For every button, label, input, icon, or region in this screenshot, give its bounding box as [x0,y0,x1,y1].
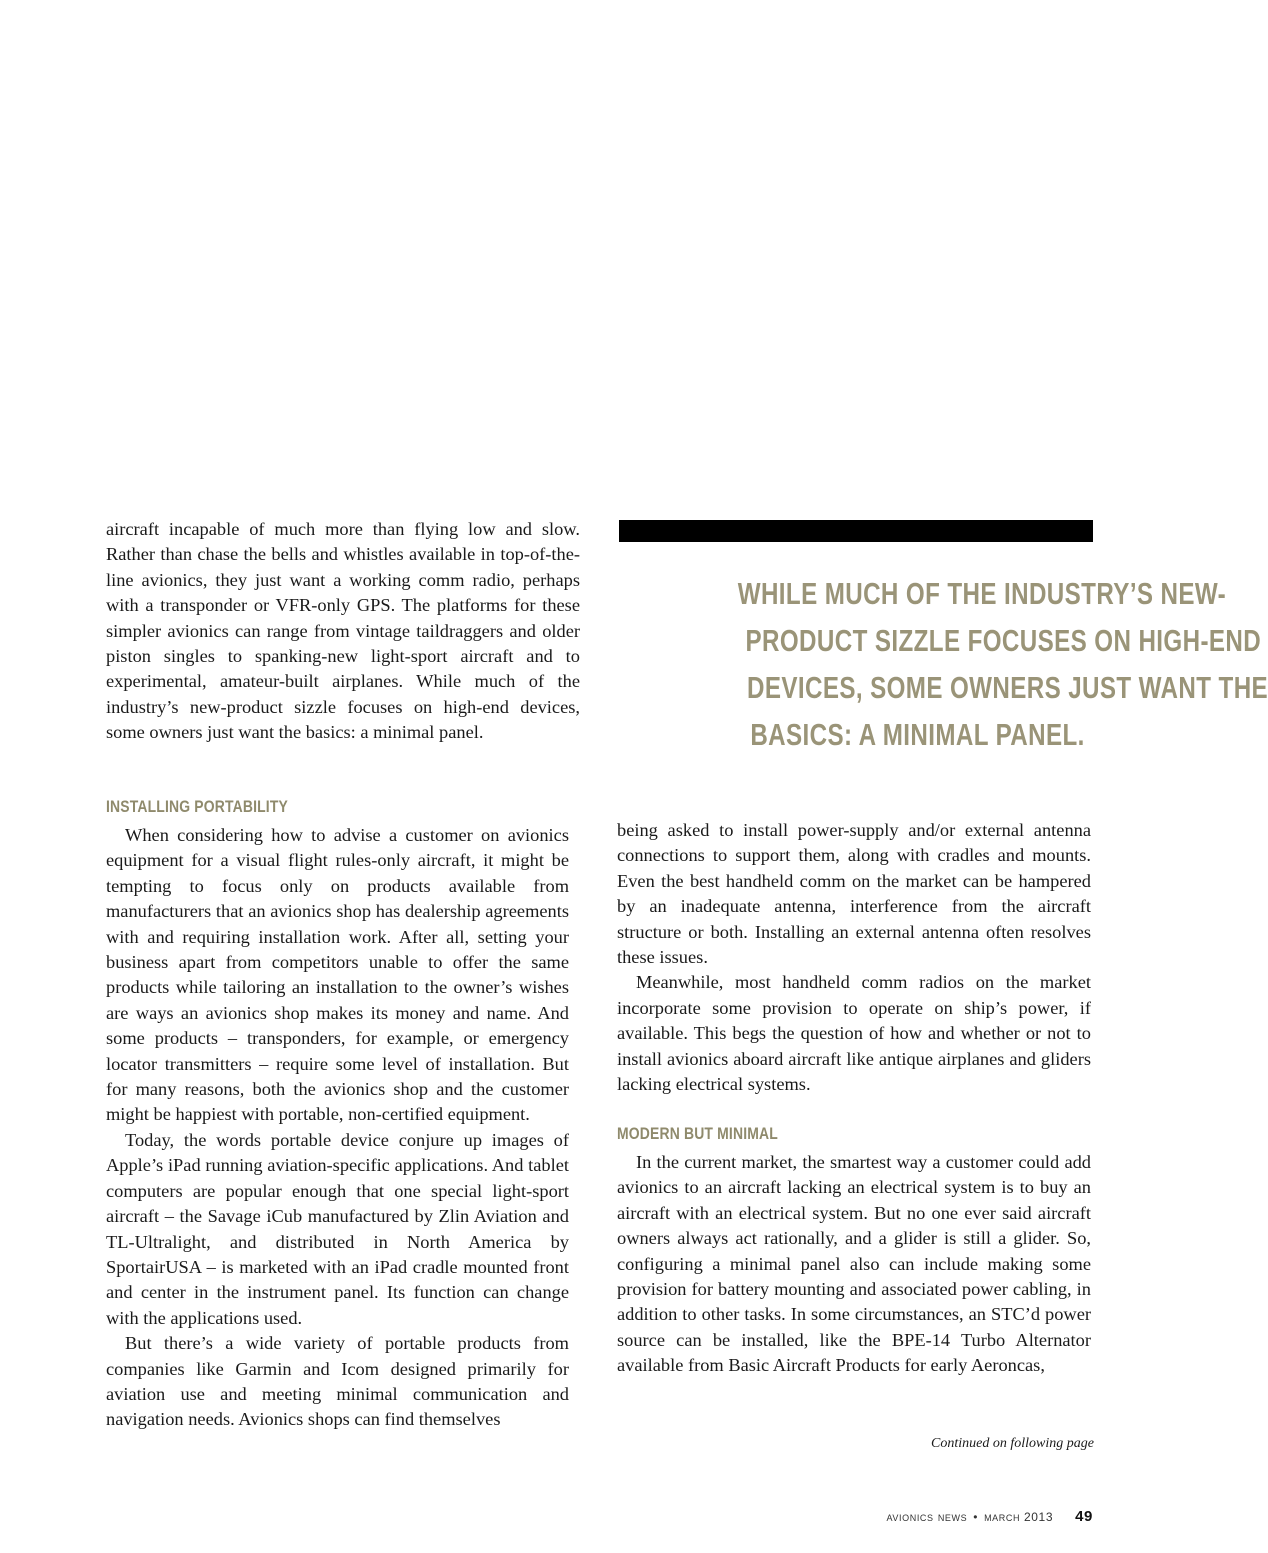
section-heading-installing-portability: INSTALLING PORTABILITY [106,797,288,816]
footer-separator: • [973,1510,979,1524]
pull-quote [600,570,1268,758]
body-paragraph: In the current market, the smartest way a customer could add avionics to an aircraft lacking an electrical system is to buy an aircraft with an electrical system. But no one ever said aircraft owners always act rationally, and a glider is still a glider. So, configuring a minimal panel also can include making some provision for battery mounting and associated power cabling, in addition to other tasks. In some circumstances, an STC’d power source can be installed, like the BPE-14 Turbo Alternator available from Basic Aircraft Products for early Aeroncas, [617,1152,1091,1376]
pull-quote-bar [619,520,1093,542]
left-column-section [106,823,569,1433]
left-column [106,517,580,746]
right-column-section [617,1150,1091,1379]
pull-quote-line: PRODUCT SIZZLE FOCUSES ON HIGH-END [745,623,1262,658]
pull-quote-line: WHILE MUCH OF THE INDUSTRY’S NEW- [737,576,1227,611]
body-paragraph: When considering how to advise a customer on avionics equipment for a visual flight rules-only aircraft, it might be tempting to focus only on products available from manufacturers that an avionics shop has dealership agreements with and requiring installation work. After all, setting your business apart from competitors unable to offer the same products while tailoring an installation to the owner’s wishes are ways an avionics shop makes its money and name. And some products – transponders, for example, or emergency locator transmitters – require some level of installation. But for many reasons, both the avionics shop and the customer might be happiest with portable, non-certified equipment. [106,825,569,1125]
issue-year: 2013 [1024,1510,1054,1524]
right-column [617,818,1091,1097]
body-paragraph: aircraft incapable of much more than flying low and slow. Rather than chase the bells and whistles available in top-of-the-line avionics, they just want a working comm radio, perhaps with a transponder or VFR-only GPS. The platforms for these simpler avionics can range from vintage taildraggers and older piston singles to spanking-new light-sport aircraft and to experimental, amateur-built airplanes. While much of the industry’s new-product sizzle focuses on high-end devices, some owners just want the basics: a minimal panel. [106,519,580,743]
body-paragraph: being asked to install power-supply and/or external antenna connections to support them, along with cradles and mounts. Even the best handheld comm on the market can be hampered by an inadequate antenna, interference from the aircraft structure or both. Installing an external antenna often resolves these issues. [617,820,1091,968]
body-paragraph: Meanwhile, most handheld comm radios on the market incorporate some provision to operate on ship’s power, if available. This begs the question of how and whether or not to install avionics aboard aircraft like antique airplanes and gliders lacking electrical systems. [617,972,1091,1095]
body-paragraph: But there’s a wide variety of portable products from companies like Garmin and Icom designed primarily for aviation use and meeting minimal communication and navigation needs. Avionics shops can find themselves [106,1333,569,1430]
page-number: 49 [1075,1508,1093,1525]
page-footer [780,1508,1093,1525]
body-paragraph: Today, the words portable device conjure up images of Apple’s iPad running aviation-specific applications. And tablet computers are popular enough that one special light-sport aircraft – the Savage iCub manufactured by Zlin Aviation and TL-Ultralight, and distributed in North America by SportairUSA – is marketed with an iPad cradle mounted front and center in the instrument panel. Its function can change with the applications used. [106,1129,569,1328]
pull-quote-line: BASICS: A MINIMAL PANEL. [750,717,1085,752]
section-heading-modern-but-minimal: MODERN BUT MINIMAL [617,1124,778,1143]
issue-month: march [984,1509,1021,1524]
pull-quote-line: DEVICES, SOME OWNERS JUST WANT THE [746,670,1268,705]
publication-name: avionics news [886,1509,968,1524]
continued-note: Continued on following page [931,1436,1094,1451]
